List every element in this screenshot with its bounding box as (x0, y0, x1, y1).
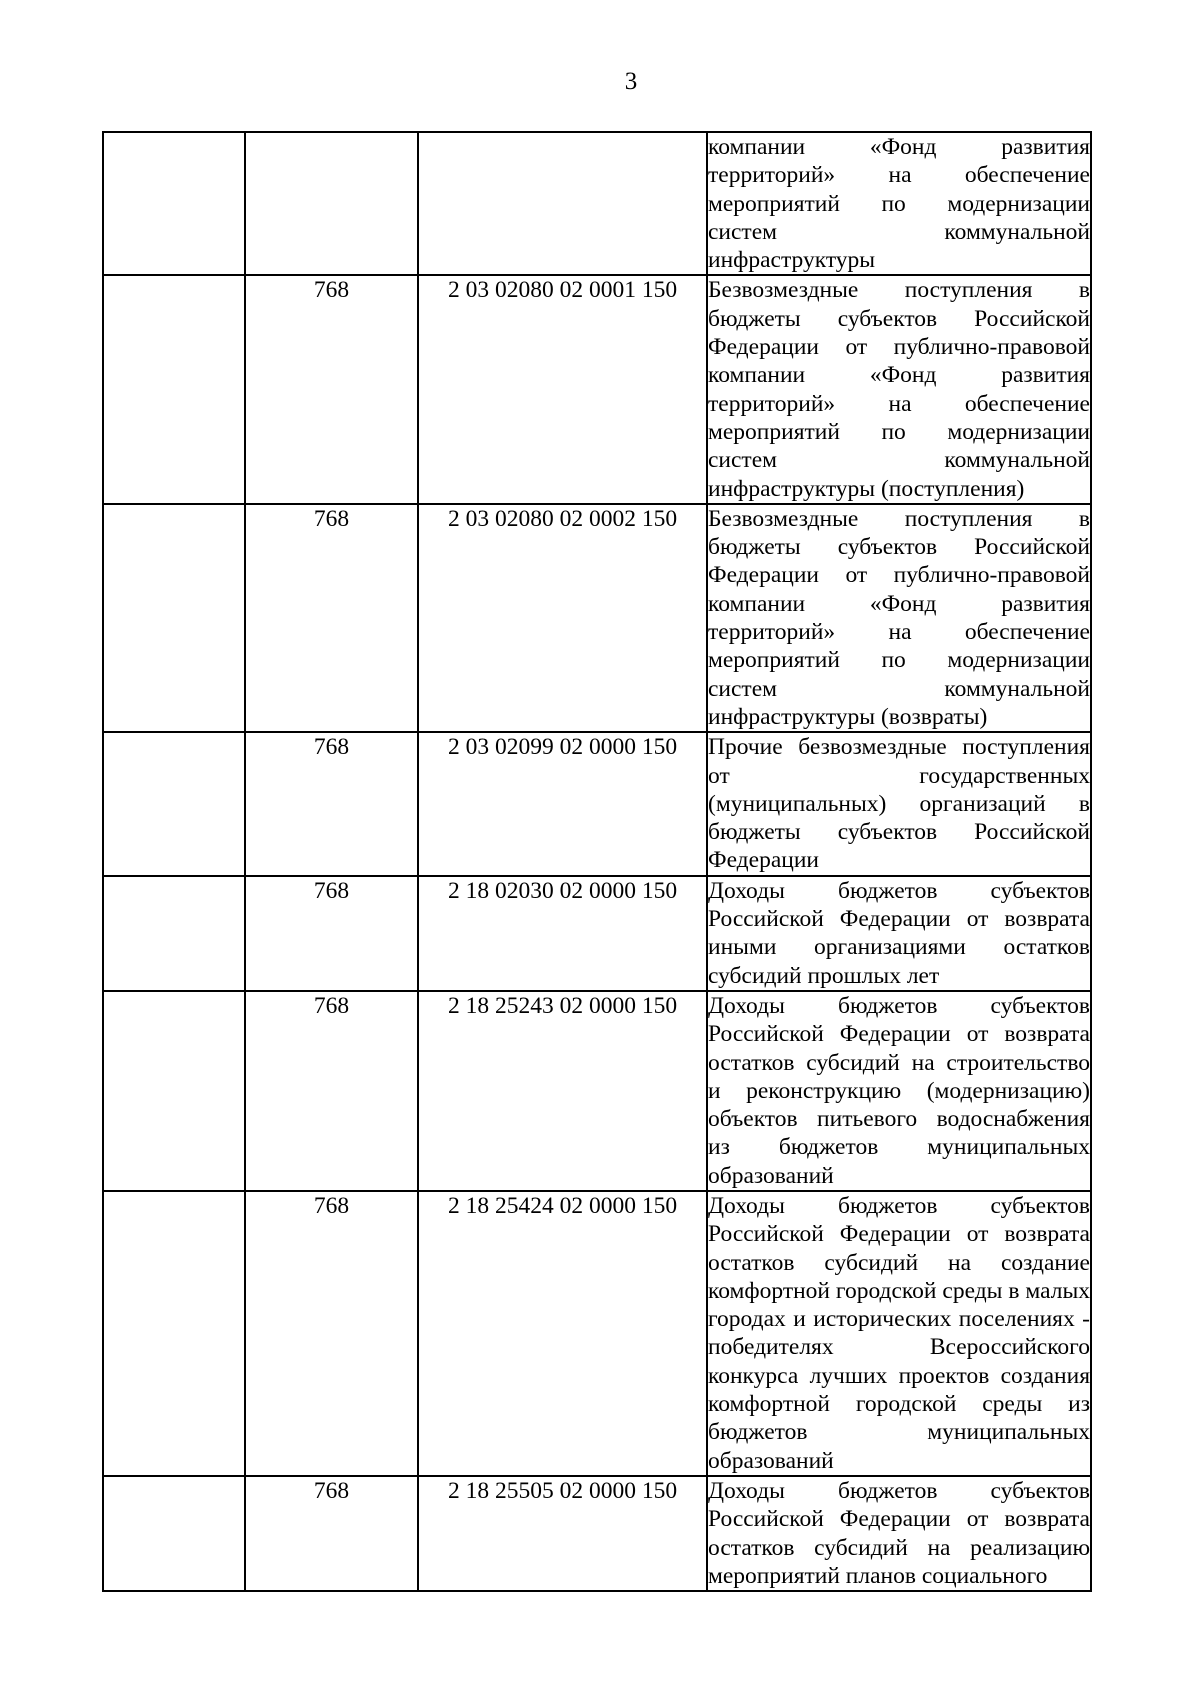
budget-code-cell: 2 18 25424 02 0000 150 (418, 1191, 707, 1476)
blank-cell (103, 275, 245, 503)
description-cell: Прочие безвозмездные поступления от государственных (муниципальных) организаций в бюджеты субъектов Российской Федерации (707, 732, 1091, 875)
blank-cell (103, 1476, 245, 1591)
blank-cell (103, 132, 245, 275)
budget-code-cell: 2 18 25505 02 0000 150 (418, 1476, 707, 1591)
admin-code-cell: 768 (245, 991, 418, 1191)
budget-code-cell: 2 03 02080 02 0001 150 (418, 275, 707, 503)
description-cell: Доходы бюджетов субъектов Российской Федерации от возврата иными организациями остатков субсидий прошлых лет (707, 876, 1091, 991)
table-row (103, 876, 1091, 991)
admin-code-cell: 768 (245, 1476, 418, 1591)
description-cell: Безвозмездные поступления в бюджеты субъектов Российской Федерации от публично-правовой компании «Фонд развития территорий» на обеспечение мероприятий по модернизации систем коммунальной инфраструктуры (поступления) (707, 275, 1091, 503)
admin-code-cell: 768 (245, 275, 418, 503)
description-cell: Безвозмездные поступления в бюджеты субъектов Российской Федерации от публично-правовой компании «Фонд развития территорий» на обеспечение мероприятий по модернизации систем коммунальной инфраструктуры (возвраты) (707, 504, 1091, 732)
table-row (103, 132, 1091, 275)
budget-code-cell: 2 03 02099 02 0000 150 (418, 732, 707, 875)
table-row (103, 275, 1091, 503)
blank-cell (103, 876, 245, 991)
income-codes-table (102, 131, 1092, 1592)
admin-code-cell: 768 (245, 504, 418, 732)
budget-code-cell: 2 18 25243 02 0000 150 (418, 991, 707, 1191)
table-row (103, 504, 1091, 732)
description-cell: Доходы бюджетов субъектов Российской Федерации от возврата остатков субсидий на строительство и реконструкцию (модернизацию) объектов питьевого водоснабжения из бюджетов муниципальных образований (707, 991, 1091, 1191)
description-cell: компании «Фонд развития территорий» на обеспечение мероприятий по модернизации систем коммунальной инфраструктуры (707, 132, 1091, 275)
admin-code-cell: 768 (245, 876, 418, 991)
budget-code-cell: 2 18 02030 02 0000 150 (418, 876, 707, 991)
budget-code-cell: 2 03 02080 02 0002 150 (418, 504, 707, 732)
table-row (103, 1476, 1091, 1591)
admin-code-cell: 768 (245, 732, 418, 875)
table-row (103, 1191, 1091, 1476)
blank-cell (103, 732, 245, 875)
page-number: 3 (624, 68, 638, 95)
blank-cell (103, 1191, 245, 1476)
table-row (103, 991, 1091, 1191)
description-cell: Доходы бюджетов субъектов Российской Федерации от возврата остатков субсидий на реализацию мероприятий планов социального (707, 1476, 1091, 1591)
table-row (103, 732, 1091, 875)
blank-cell (103, 504, 245, 732)
blank-cell (103, 991, 245, 1191)
admin-code-cell (245, 132, 418, 275)
description-cell: Доходы бюджетов субъектов Российской Федерации от возврата остатков субсидий на создание комфортной городской среды в малых городах и исторических поселениях - победителях Всероссийского конкурса лучших проектов создания комфортной городской среды из бюджетов муниципальных образований (707, 1191, 1091, 1476)
admin-code-cell: 768 (245, 1191, 418, 1476)
budget-code-cell (418, 132, 707, 275)
